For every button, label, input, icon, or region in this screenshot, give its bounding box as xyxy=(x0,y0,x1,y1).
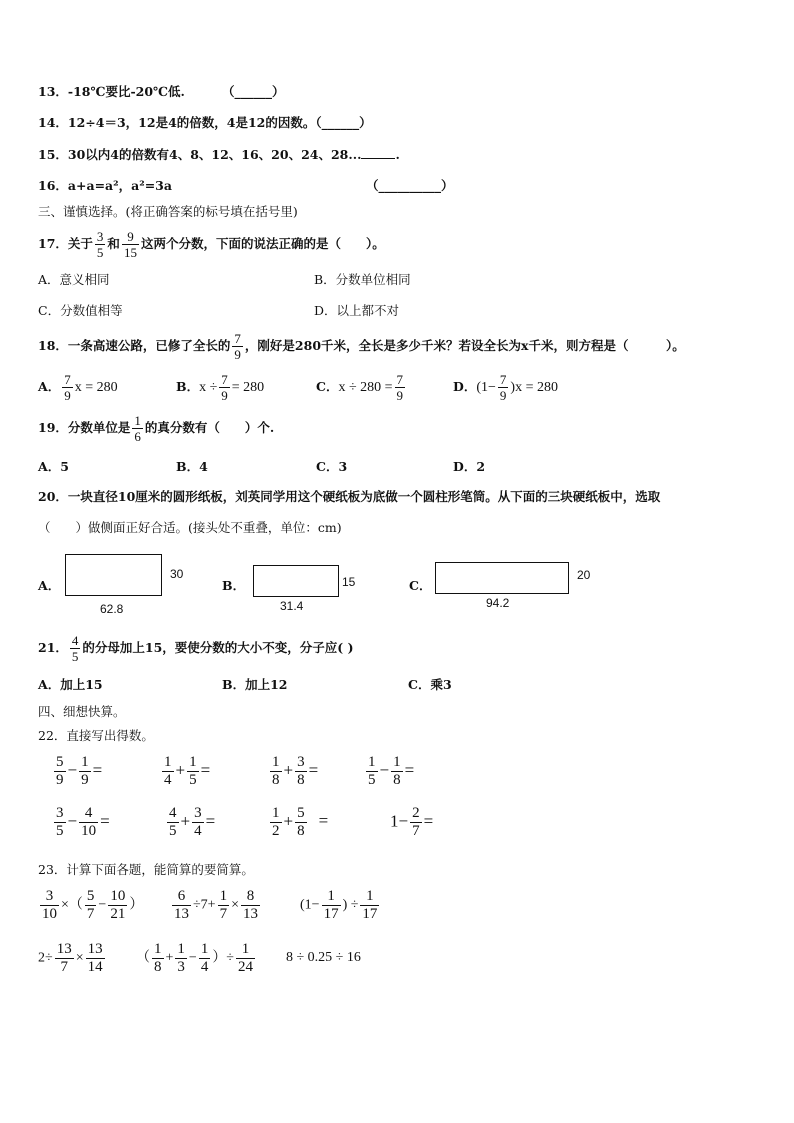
q18-d-fraction xyxy=(498,372,509,403)
q18-post: ，刚好是280千米，全长是多少千米？若设全长为x千米，则方程是（ ）。 xyxy=(244,338,685,353)
q19-option-d[interactable]: D．2 xyxy=(453,459,486,474)
q17-f1-num: 3 xyxy=(96,229,104,244)
q19-number: 19． xyxy=(38,420,68,435)
q22-r1i3-a-num: 1 xyxy=(272,754,280,770)
q20-line1: 一块直径10厘米的圆形纸板，刘英同学用这个硬纸板为底做一个圆柱形笔筒。从下面的三块硬纸板中，选取 xyxy=(67,489,661,504)
q23-e1-t2: − xyxy=(98,897,107,913)
q18-a-rest: x = 280 xyxy=(74,380,118,395)
q20-option-b-height: 15 xyxy=(342,575,356,589)
q23-e4-f2-den: 14 xyxy=(87,959,103,975)
q23-e1-f1-num: 3 xyxy=(40,888,59,906)
q22-r1-item-4[interactable] xyxy=(364,754,414,789)
q18-pre: 一条高速公路，已修了全长的 xyxy=(67,338,231,353)
q18-a-num: 7 xyxy=(64,372,71,387)
q17-option-d[interactable]: D．以上都不对 xyxy=(314,303,400,318)
q19-f-den: 6 xyxy=(134,429,141,444)
q22-r2i2-eq: = xyxy=(205,811,216,831)
q23-e2-t1: ÷7+ xyxy=(193,897,216,913)
q22-r2i2-b-num: 3 xyxy=(194,805,202,821)
q21-post: 的分母加上15，要使分数的大小不变，分子应( ) xyxy=(82,640,354,655)
q18-f-num: 7 xyxy=(234,331,241,346)
q22-r2i1-a-num: 3 xyxy=(56,805,64,821)
q23-e2-f2-num: 1 xyxy=(219,888,228,904)
q18-b-pre: x ÷ xyxy=(199,380,218,395)
q16-text: a+a=a²，a²=3a xyxy=(67,178,172,193)
q23-e5-f2-den: 3 xyxy=(177,959,185,975)
q23-e2-f2-den: 7 xyxy=(219,906,228,922)
q23-e3-f2-num: 1 xyxy=(360,888,379,906)
q20-option-a-height: 30 xyxy=(170,567,184,581)
q17-f1-den: 5 xyxy=(96,245,104,260)
question-19 xyxy=(38,412,274,444)
q22-r2i4-b-num: 2 xyxy=(412,805,420,821)
q23-e4-t0: 2÷ xyxy=(38,950,53,966)
q22-r2i1-op: − xyxy=(67,811,78,831)
q23-e5-t3: ）÷ xyxy=(212,950,234,966)
q23-e1-f3-num: 10 xyxy=(110,888,126,904)
q21-f-den: 5 xyxy=(71,649,79,664)
q18-a-fraction xyxy=(62,372,73,403)
q20-option-c-height: 20 xyxy=(577,568,591,582)
q23-e1-f1-den: 10 xyxy=(42,906,57,922)
q21-option-b[interactable]: B．加上12 xyxy=(222,677,288,692)
q22-r1i4-op: − xyxy=(379,760,390,780)
q23-e2-t2: × xyxy=(231,897,239,913)
q17-option-c[interactable]: C．分数值相等 xyxy=(38,303,123,318)
q18-d-den: 9 xyxy=(499,388,507,403)
q15-answer-blank[interactable] xyxy=(361,158,395,159)
q19-pre: 分数单位是 xyxy=(67,420,131,435)
q13-number: 13． xyxy=(38,84,68,99)
section-3-heading: 三、谨慎选择。(将正确答案的标号填在括号里) xyxy=(38,204,298,219)
q22-r1i2-b-den: 5 xyxy=(189,772,197,788)
q20-option-b-rectangle[interactable] xyxy=(253,565,339,597)
q18-number: 18． xyxy=(38,338,68,353)
q20-option-a-rectangle[interactable] xyxy=(65,554,162,596)
q14-number: 14． xyxy=(38,115,68,130)
q23-e5-f4-num: 1 xyxy=(236,941,255,959)
question-21 xyxy=(38,630,353,666)
q22-r2i2-b-den: 4 xyxy=(194,823,202,839)
question-20-line-1 xyxy=(38,489,660,505)
q23-e5-f4-den: 24 xyxy=(238,959,253,975)
q23-expression-5[interactable] xyxy=(136,941,257,976)
q23-e1-f2-num: 5 xyxy=(86,888,95,904)
q22-r2i3-b-num: 5 xyxy=(297,805,305,821)
q22-r2i1-eq: = xyxy=(100,811,110,831)
q18-f-den: 9 xyxy=(234,347,241,362)
q23-e5-f3-den: 4 xyxy=(200,959,209,975)
q18-c-pre: x ÷ 280 = xyxy=(338,380,393,395)
q19-f-num: 1 xyxy=(134,413,141,428)
q19-post: 的真分数有（ ）个. xyxy=(144,420,275,435)
q22-r2i3-op: + xyxy=(283,811,294,831)
q18-fraction xyxy=(232,331,243,362)
q15-number: 15． xyxy=(38,147,68,162)
q16-number: 16． xyxy=(38,178,68,193)
q18-d-rest: )x = 280 xyxy=(510,380,558,395)
q23-expression-4[interactable] xyxy=(38,941,107,976)
q23-expression-2[interactable] xyxy=(170,888,262,923)
q22-r1-item-2[interactable] xyxy=(160,754,210,789)
q22-r1i3-op: + xyxy=(283,760,294,780)
q14-answer-blank[interactable]: （______） xyxy=(315,115,372,130)
q23-e5-t2: − xyxy=(188,950,197,966)
q22-r2i1-b-num: 4 xyxy=(79,805,98,823)
q19-option-c[interactable]: C．3 xyxy=(316,459,348,474)
q22-r2i1-b-den: 10 xyxy=(81,823,97,839)
q22-r2i3-eq: = xyxy=(318,811,329,831)
q20-option-c-width: 94.2 xyxy=(486,596,510,610)
q22-r1i4-eq: = xyxy=(404,760,415,780)
q23-e4-f1-den: 7 xyxy=(60,959,68,975)
q18-c-fraction xyxy=(395,372,406,403)
q22-r1i2-eq: = xyxy=(200,760,211,780)
q17-post: 这两个分数，下面的说法正确的是（ ）。 xyxy=(140,236,385,251)
q19-option-b[interactable]: B．4 xyxy=(176,459,208,474)
q22-r1i3-a-den: 8 xyxy=(272,772,280,788)
q23-expression-3[interactable] xyxy=(300,888,381,923)
q18-option-a[interactable] xyxy=(38,370,118,405)
q22-r2i2-a-num: 4 xyxy=(169,805,177,821)
q22-r1i3-b-num: 3 xyxy=(297,754,305,770)
q23-title: 23．计算下面各题，能简算的要简算。 xyxy=(38,862,254,877)
q20-option-b-label[interactable]: B． xyxy=(222,578,246,593)
q17-fraction-1 xyxy=(95,229,106,260)
q17-fraction-2 xyxy=(122,229,139,260)
q20-option-c-rectangle[interactable] xyxy=(435,562,569,594)
question-16 xyxy=(38,178,172,194)
q23-e1-f3-den: 21 xyxy=(110,906,126,922)
q22-r2-item-1[interactable] xyxy=(52,805,110,840)
q18-a-den: 9 xyxy=(64,388,71,403)
q22-r2i2-op: + xyxy=(180,811,191,831)
q21-fraction xyxy=(70,633,81,664)
q22-r1-item-3[interactable] xyxy=(268,754,318,789)
question-17 xyxy=(38,228,385,260)
q22-r1i2-a-den: 4 xyxy=(164,772,172,788)
q20-option-a-width: 62.8 xyxy=(100,602,124,616)
q14-text: 12÷4＝3，12是4的倍数，4是12的因数。 xyxy=(67,115,316,130)
q20-option-c-label[interactable]: C． xyxy=(409,578,432,593)
q22-r1i2-a-num: 1 xyxy=(164,754,172,770)
q23-expression-6[interactable]: 8 ÷ 0.25 ÷ 16 xyxy=(286,950,361,965)
q23-e3-t0: (1− xyxy=(300,897,320,913)
q18-d-num: 7 xyxy=(499,372,507,387)
q22-r1i4-b-num: 1 xyxy=(393,754,401,770)
q22-r2i1-a-den: 5 xyxy=(56,823,64,839)
question-14 xyxy=(38,115,372,131)
q20-number: 20． xyxy=(38,489,68,504)
q23-e2-f1-den: 13 xyxy=(174,906,189,922)
q23-e2-f3-num: 8 xyxy=(241,888,260,906)
q19-option-a[interactable]: A．5 xyxy=(38,459,69,474)
q22-r2-item-2[interactable] xyxy=(165,805,215,840)
q23-e4-t1: × xyxy=(75,950,84,966)
q22-r1i4-a-num: 1 xyxy=(368,754,376,770)
q23-e1-t1: ×（ xyxy=(61,897,83,913)
q17-pre: 关于 xyxy=(67,236,93,251)
q19-fraction xyxy=(132,413,143,444)
q17-number: 17． xyxy=(38,236,68,251)
q23-e5-f1-den: 8 xyxy=(154,959,162,975)
q22-r1i1-b-den: 9 xyxy=(81,772,89,788)
q22-r1i2-op: + xyxy=(175,760,186,780)
q18-b-rest: = 280 xyxy=(231,380,265,395)
q23-e3-f1-num: 1 xyxy=(322,888,341,906)
q22-r1i4-b-den: 8 xyxy=(393,772,401,788)
q20-option-b-width: 31.4 xyxy=(280,599,304,613)
q16-answer-blank[interactable]: （__________） xyxy=(366,178,454,193)
q21-option-c[interactable]: C．乘3 xyxy=(408,677,452,692)
q23-e1-f2-den: 7 xyxy=(86,906,95,922)
q17-f2-num: 9 xyxy=(122,229,139,245)
q18-d-label: D． xyxy=(453,379,477,394)
q22-r2-item-4[interactable] xyxy=(390,805,433,840)
q18-b-num: 7 xyxy=(221,372,228,387)
q20-line2: （ ）做侧面正好合适。(接头处不重叠，单位：cm) xyxy=(38,520,342,535)
q18-c-num: 7 xyxy=(396,372,404,387)
q17-and: 和 xyxy=(107,236,120,251)
q22-r1i1-op: − xyxy=(67,760,78,780)
q18-b-fraction xyxy=(219,372,230,403)
q23-e4-f1-num: 13 xyxy=(56,941,72,957)
q22-r2i2-a-den: 5 xyxy=(169,823,177,839)
q22-r2i3-a-num: 1 xyxy=(272,805,280,821)
q18-option-c[interactable] xyxy=(316,370,407,405)
q17-option-b[interactable]: B．分数单位相同 xyxy=(314,272,411,287)
q23-e4-f2-num: 13 xyxy=(87,941,103,957)
question-13 xyxy=(38,84,185,100)
q18-a-label: A． xyxy=(38,379,61,394)
q21-option-a[interactable]: A．加上15 xyxy=(38,677,103,692)
q22-r2i4-a: 1 xyxy=(390,811,399,831)
question-18 xyxy=(38,330,685,362)
q22-r2i3-a-den: 2 xyxy=(272,823,280,839)
q15-tail: . xyxy=(395,147,400,162)
q13-answer-blank[interactable]: （______） xyxy=(222,84,285,99)
q15-text: 30以内4的倍数有4、8、12、16、20、24、28... xyxy=(67,147,362,162)
q18-c-den: 9 xyxy=(396,388,404,403)
q22-r1i1-a-den: 9 xyxy=(56,772,64,788)
q20-option-a-label[interactable]: A． xyxy=(38,578,61,593)
q23-e3-f1-den: 17 xyxy=(323,906,339,922)
q18-option-d[interactable] xyxy=(453,370,558,405)
q22-r1-item-1[interactable] xyxy=(52,754,102,789)
q23-e5-f2-num: 1 xyxy=(177,941,185,957)
q22-r1i1-b-num: 1 xyxy=(81,754,89,770)
q23-e5-t0: （ xyxy=(136,950,150,966)
q23-e2-f1-num: 6 xyxy=(172,888,191,906)
q22-r2i3-b-den: 8 xyxy=(297,823,305,839)
q13-text: -18℃要比-20℃低. xyxy=(67,84,185,99)
q23-e1-t3: ） xyxy=(129,897,144,913)
section-4-heading: 四、细想快算。 xyxy=(38,704,126,719)
q18-option-b[interactable] xyxy=(176,370,264,405)
q21-f-num: 4 xyxy=(71,633,79,648)
q17-option-a[interactable]: A．意义相同 xyxy=(38,272,110,287)
q18-c-label: C． xyxy=(316,379,339,394)
q22-r1i2-b-num: 1 xyxy=(189,754,197,770)
q18-d-pre: (1− xyxy=(476,380,496,395)
q23-e5-f3-num: 1 xyxy=(200,941,209,957)
q23-expression-1[interactable] xyxy=(38,888,143,923)
q22-r1i3-b-den: 8 xyxy=(297,772,305,788)
q22-r2i4-eq: = xyxy=(423,811,434,831)
q22-r2i4-b-den: 7 xyxy=(412,823,420,839)
q22-r1i3-eq: = xyxy=(308,760,319,780)
q21-number: 21． xyxy=(38,640,68,655)
q22-r2i4-op: − xyxy=(398,811,409,831)
q22-r1i1-eq: = xyxy=(92,760,103,780)
q17-f2-den: 15 xyxy=(123,245,137,260)
q23-e5-t1: + xyxy=(165,950,174,966)
q22-title: 22．直接写出得数。 xyxy=(38,728,154,743)
q23-e2-f3-den: 13 xyxy=(243,906,258,922)
q23-e3-t1: ) ÷ xyxy=(342,897,359,913)
q22-r1i1-a-num: 5 xyxy=(56,754,64,770)
q22-r1i4-a-den: 5 xyxy=(368,772,376,788)
q22-r2-item-3[interactable] xyxy=(268,805,328,840)
q23-e5-f1-num: 1 xyxy=(154,941,162,957)
q23-e3-f2-den: 17 xyxy=(362,906,378,922)
question-15 xyxy=(38,147,400,163)
q18-b-den: 9 xyxy=(221,388,228,403)
q18-b-label: B． xyxy=(176,379,200,394)
